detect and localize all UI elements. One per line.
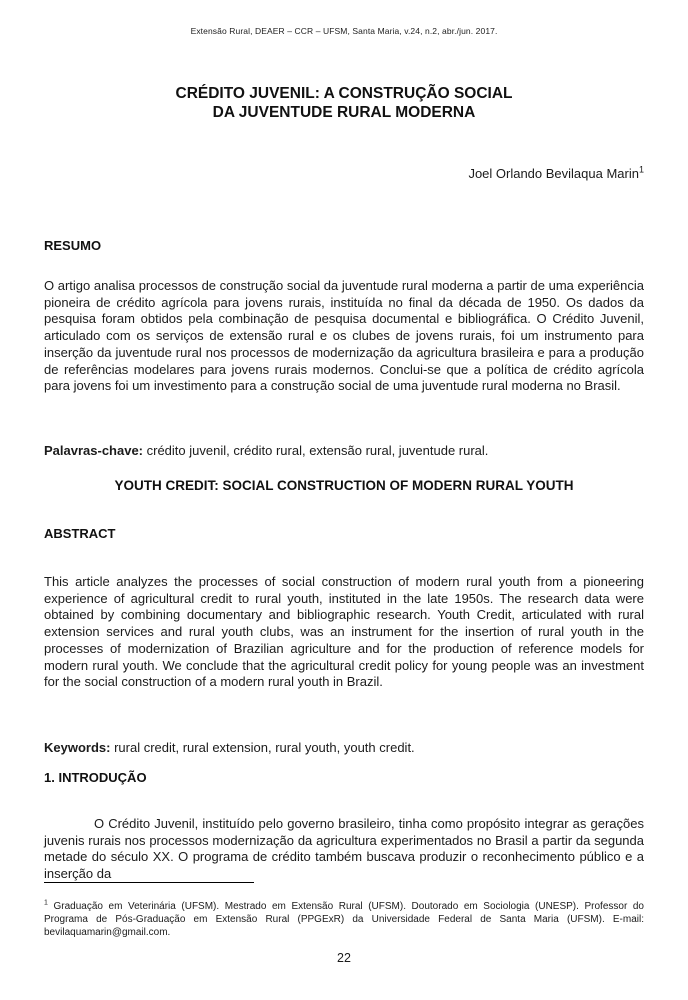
resumo-paragraph: O artigo analisa processos de construção social da juventude rural moderna a partir de uma experiência pioneira de crédito agrícola para jovens rurais, instituída no final da década de 1950. Os dados da pesquisa foram obtidos pela combinação de pesquisa documental e bibliográfica. O Crédito Juvenil, articulado com os serviços de extensão rural e os clubes de jovens rurais, foi um instrumento para inserção da juventude rural nos processos de modernização da agricultura brasileira e para a produção de referências modelares para jovens rurais modernos. Conclui-se que a política de crédito agrícola para jovens foi um investimento para a construção social de uma juventude rural moderna no Brasil.	[44, 278, 644, 394]
page-number: 22	[337, 951, 351, 965]
keywords-en-label: Keywords:	[44, 740, 111, 755]
footnote	[44, 900, 644, 939]
author-footnote-ref: 1	[638, 164, 644, 175]
footnote-text: Graduação em Veterinária (UFSM). Mestrado em Extensão Rural (UFSM). Doutorado em Sociologia (UNESP). Professor do Programa de Pós-Graduação em Extensão Rural (PPGExR) da Universidade Federal de Santa Maria (UFSM). E-mail: bevilaquamarin@gmail.com.	[44, 901, 644, 938]
keywords-pt-label: Palavras-chave:	[44, 443, 144, 458]
keywords-en	[44, 740, 644, 757]
introduction-heading: 1. INTRODUÇÃO	[44, 770, 147, 785]
author-line	[44, 166, 644, 181]
paper-title-line2: DA JUVENTUDE RURAL MODERNA	[212, 104, 476, 121]
resumo-heading: RESUMO	[44, 238, 102, 253]
keywords-pt-text: crédito juvenil, crédito rural, extensão rural, juventude rural.	[143, 443, 489, 458]
keywords-en-text: rural credit, rural extension, rural youth, youth credit.	[110, 740, 415, 755]
footnote-ref: 1	[44, 899, 48, 907]
footnote-divider	[44, 882, 254, 883]
paper-title	[44, 84, 644, 122]
english-title: YOUTH CREDIT: SOCIAL CONSTRUCTION OF MODERN RURAL YOUTH	[114, 478, 574, 493]
keywords-pt	[44, 443, 644, 460]
abstract-heading: ABSTRACT	[44, 526, 116, 541]
paper-title-line1: CRÉDITO JUVENIL: A CONSTRUÇÃO SOCIAL	[175, 85, 513, 102]
abstract-paragraph: This article analyzes the processes of social construction of modern rural youth from a pioneering experience of agricultural credit to rural youth, instituted in the late 1950s. The research data were obtained by combining documentary and bibliographic research. Youth Credit, articulated with rural extension services and rural youth clubs, was an instrument for the insertion of rural youth in the processes of modernization of Brazilian agriculture and for the production of reference models for modern rural youth. We conclude that the agricultural credit policy for young people was an investment for the social construction of a modern rural youth in Brazil.	[44, 574, 644, 690]
introduction-paragraph: O Crédito Juvenil, instituído pelo governo brasileiro, tinha como propósito integrar as gerações juvenis rurais nos processos modernização da agricultura experimentados no Brasil a partir da segunda metade do século XX. O programa de crédito também buscava produzir o reconhecimento público e a inserção da	[44, 816, 644, 882]
journal-header: Extensão Rural, DEAER – CCR – UFSM, Santa Maria, v.24, n.2, abr./jun. 2017.	[190, 26, 498, 36]
author-name: Joel Orlando Bevilaqua Marin	[468, 166, 639, 181]
